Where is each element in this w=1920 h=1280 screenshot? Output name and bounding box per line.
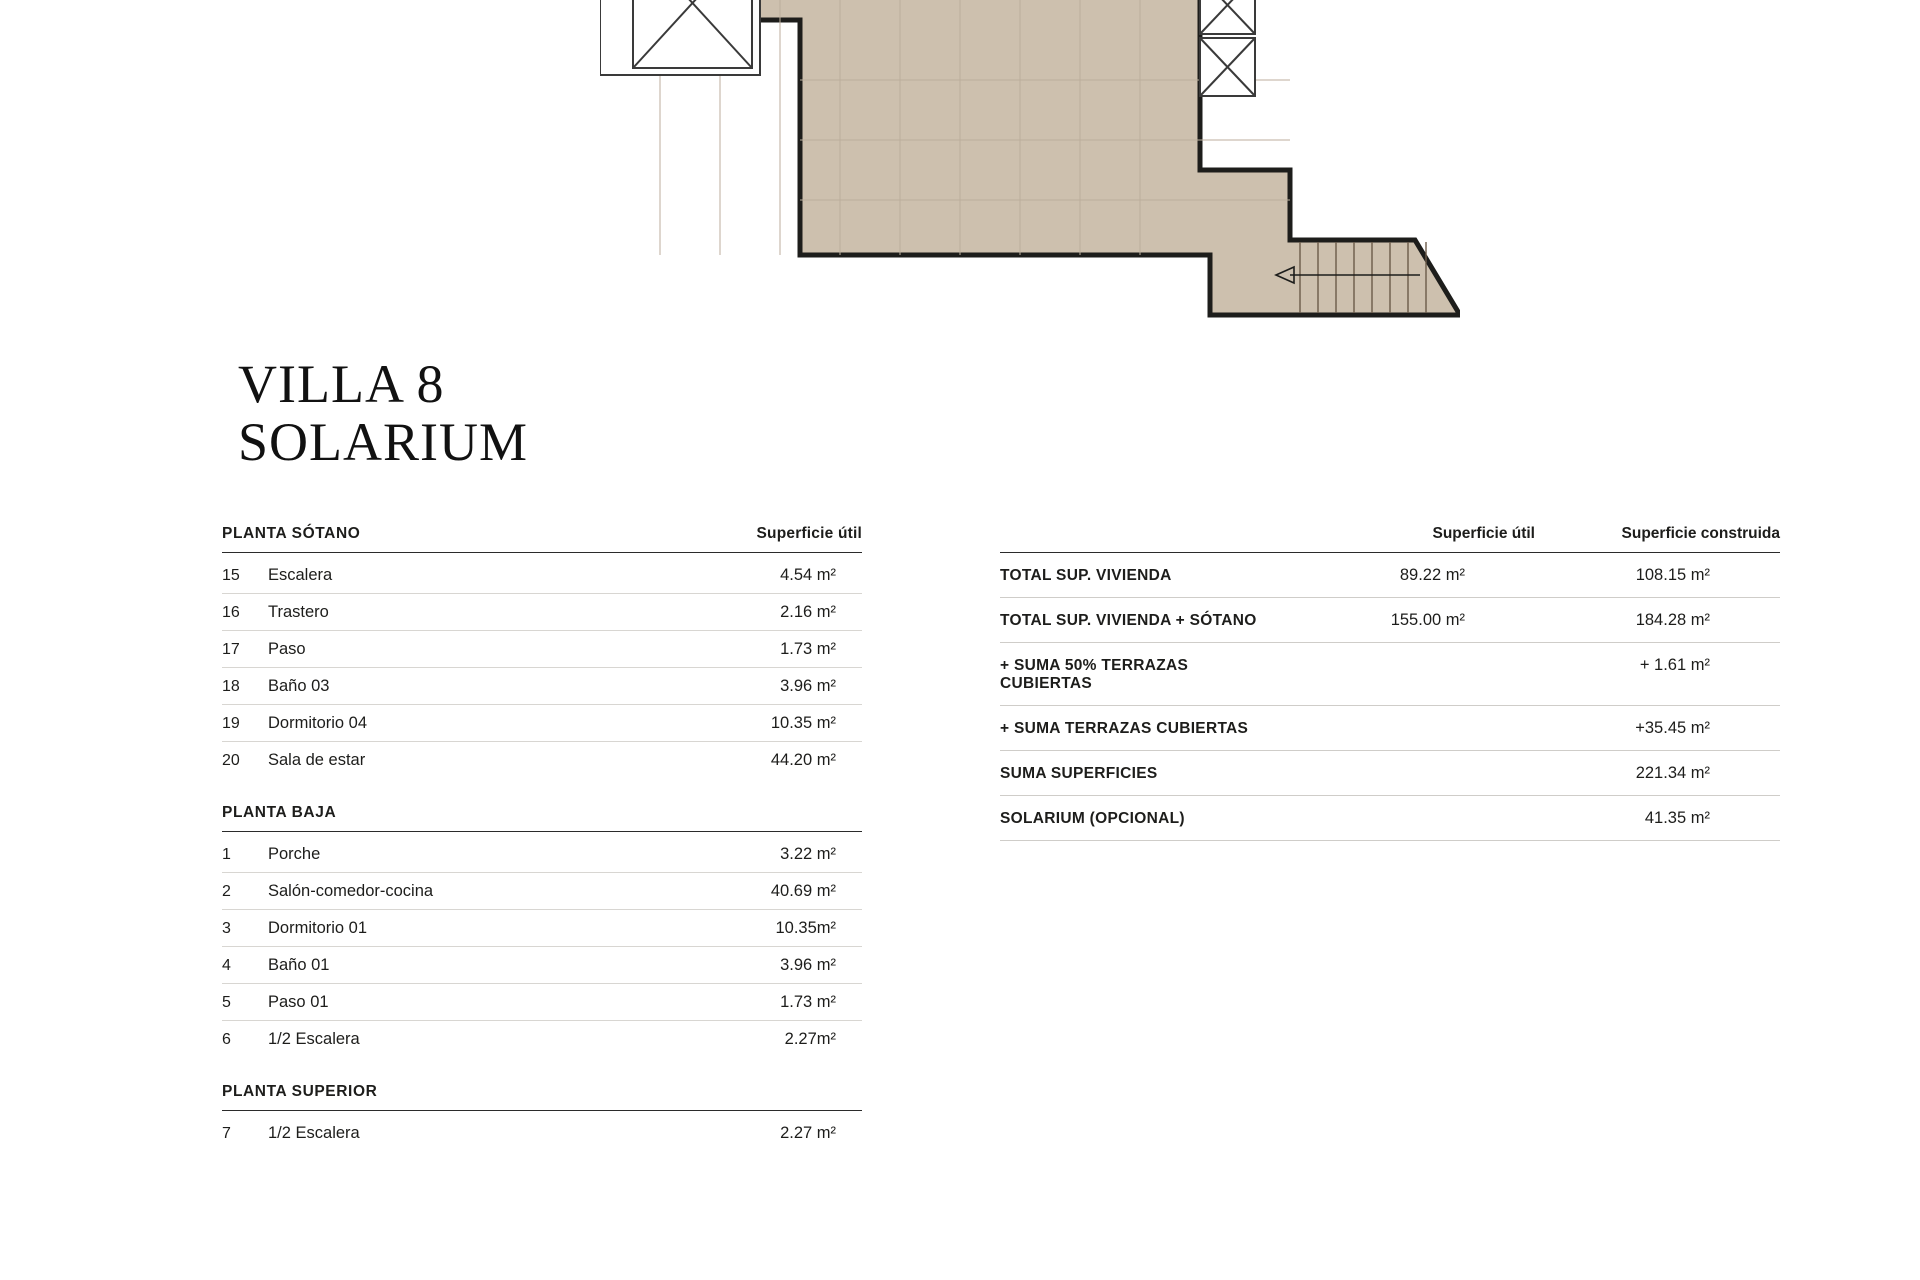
row-value: 40.69 m² [770, 882, 836, 900]
totals-row [1000, 643, 1780, 706]
row-number: 20 [222, 752, 240, 769]
totals-row-built: 184.28 m² [1635, 611, 1710, 629]
totals-row-built: 221.34 m² [1635, 764, 1710, 782]
row-number: 4 [222, 957, 231, 974]
totals-row-label: SUMA SUPERFICIES [1000, 765, 1158, 782]
totals-header-useful: Superficie útil [1432, 525, 1535, 542]
row-number: 18 [222, 678, 240, 695]
row-value: 2.16 m² [780, 603, 836, 621]
totals-row-useful: 155.00 m² [1390, 611, 1465, 629]
totals-row-label: SOLARIUM (OPCIONAL) [1000, 810, 1185, 827]
row-number: 6 [222, 1031, 231, 1048]
section-unit-header: Superficie útil [756, 525, 862, 542]
totals-row-built: +35.45 m² [1635, 719, 1710, 737]
table-row [222, 742, 862, 778]
page-title [238, 355, 528, 472]
row-label: Porche [268, 845, 321, 863]
section-rows-upper [222, 1115, 862, 1151]
floor-plan-drawing [600, 0, 1460, 410]
row-value: 2.27m² [784, 1030, 836, 1048]
totals-row [1000, 598, 1780, 643]
title-line-1: VILLA 8 [238, 354, 445, 414]
row-value: 3.96 m² [780, 956, 836, 974]
void-boxes-right [1200, 0, 1255, 96]
row-label: Baño 03 [268, 677, 330, 695]
row-label: Escalera [268, 566, 333, 584]
row-label: 1/2 Escalera [268, 1124, 360, 1142]
totals-row-useful: 89.22 m² [1399, 566, 1465, 584]
row-value: 3.22 m² [780, 845, 836, 863]
row-label: Baño 01 [268, 956, 330, 974]
table-row [222, 910, 862, 947]
totals-row-label: + SUMA 50% TERRAZAS CUBIERTAS [1000, 657, 1189, 692]
row-label: Paso [268, 640, 306, 658]
row-label: Dormitorio 04 [268, 714, 368, 732]
row-label: Trastero [268, 603, 329, 621]
row-label: 1/2 Escalera [268, 1030, 360, 1048]
totals-table [1000, 525, 1780, 841]
section-title: PLANTA BAJA [222, 804, 337, 821]
row-number: 16 [222, 604, 240, 621]
row-number: 2 [222, 883, 231, 900]
table-row [222, 557, 862, 594]
totals-row-built: + 1.61 m² [1639, 656, 1710, 674]
row-value: 1.73 m² [780, 993, 836, 1011]
totals-row-built: 108.15 m² [1635, 566, 1710, 584]
table-row [222, 1115, 862, 1151]
section-header-upper [222, 1083, 862, 1111]
table-row [222, 631, 862, 668]
section-rows-basement [222, 557, 862, 778]
row-label: Dormitorio 01 [268, 919, 368, 937]
totals-row-label: TOTAL SUP. VIVIENDA [1000, 567, 1172, 584]
row-value: 2.27 m² [780, 1124, 836, 1142]
section-spacer [222, 1057, 862, 1083]
row-value: 4.54 m² [780, 566, 836, 584]
table-row [222, 947, 862, 984]
table-row [222, 873, 862, 910]
table-row [222, 1021, 862, 1057]
void-box-left [600, 0, 760, 75]
row-value: 1.73 m² [780, 640, 836, 658]
row-label: Paso 01 [268, 993, 329, 1011]
totals-row [1000, 553, 1780, 598]
title-line-2: SOLARIUM [238, 412, 529, 473]
table-row [222, 594, 862, 631]
totals-header-built: Superficie construida [1621, 525, 1780, 542]
totals-row [1000, 751, 1780, 796]
section-header-basement [222, 525, 862, 553]
row-value: 10.35m² [775, 919, 836, 937]
totals-header [1000, 525, 1780, 553]
room-schedule-table [222, 525, 862, 1151]
row-label: Sala de estar [268, 751, 366, 769]
row-number: 1 [222, 846, 231, 863]
section-title: PLANTA SUPERIOR [222, 1083, 378, 1100]
row-value: 3.96 m² [780, 677, 836, 695]
totals-row-label: TOTAL SUP. VIVIENDA + SÓTANO [1000, 612, 1257, 629]
section-rows-ground [222, 836, 862, 1057]
totals-row-built: 41.35 m² [1644, 809, 1710, 827]
row-number: 7 [222, 1125, 231, 1142]
row-number: 3 [222, 920, 231, 937]
table-row [222, 984, 862, 1021]
row-value: 44.20 m² [770, 751, 836, 769]
table-row [222, 705, 862, 742]
section-spacer [222, 778, 862, 804]
row-label: Salón-comedor-cocina [268, 882, 434, 900]
section-header-ground [222, 804, 862, 832]
row-number: 19 [222, 715, 240, 732]
totals-row [1000, 706, 1780, 751]
totals-row [1000, 796, 1780, 841]
table-row [222, 836, 862, 873]
totals-row-label: + SUMA TERRAZAS CUBIERTAS [1000, 720, 1249, 737]
row-number: 5 [222, 994, 231, 1011]
row-number: 17 [222, 641, 240, 658]
section-title: PLANTA SÓTANO [222, 525, 361, 542]
row-number: 15 [222, 567, 240, 584]
row-value: 10.35 m² [770, 714, 836, 732]
table-row [222, 668, 862, 705]
